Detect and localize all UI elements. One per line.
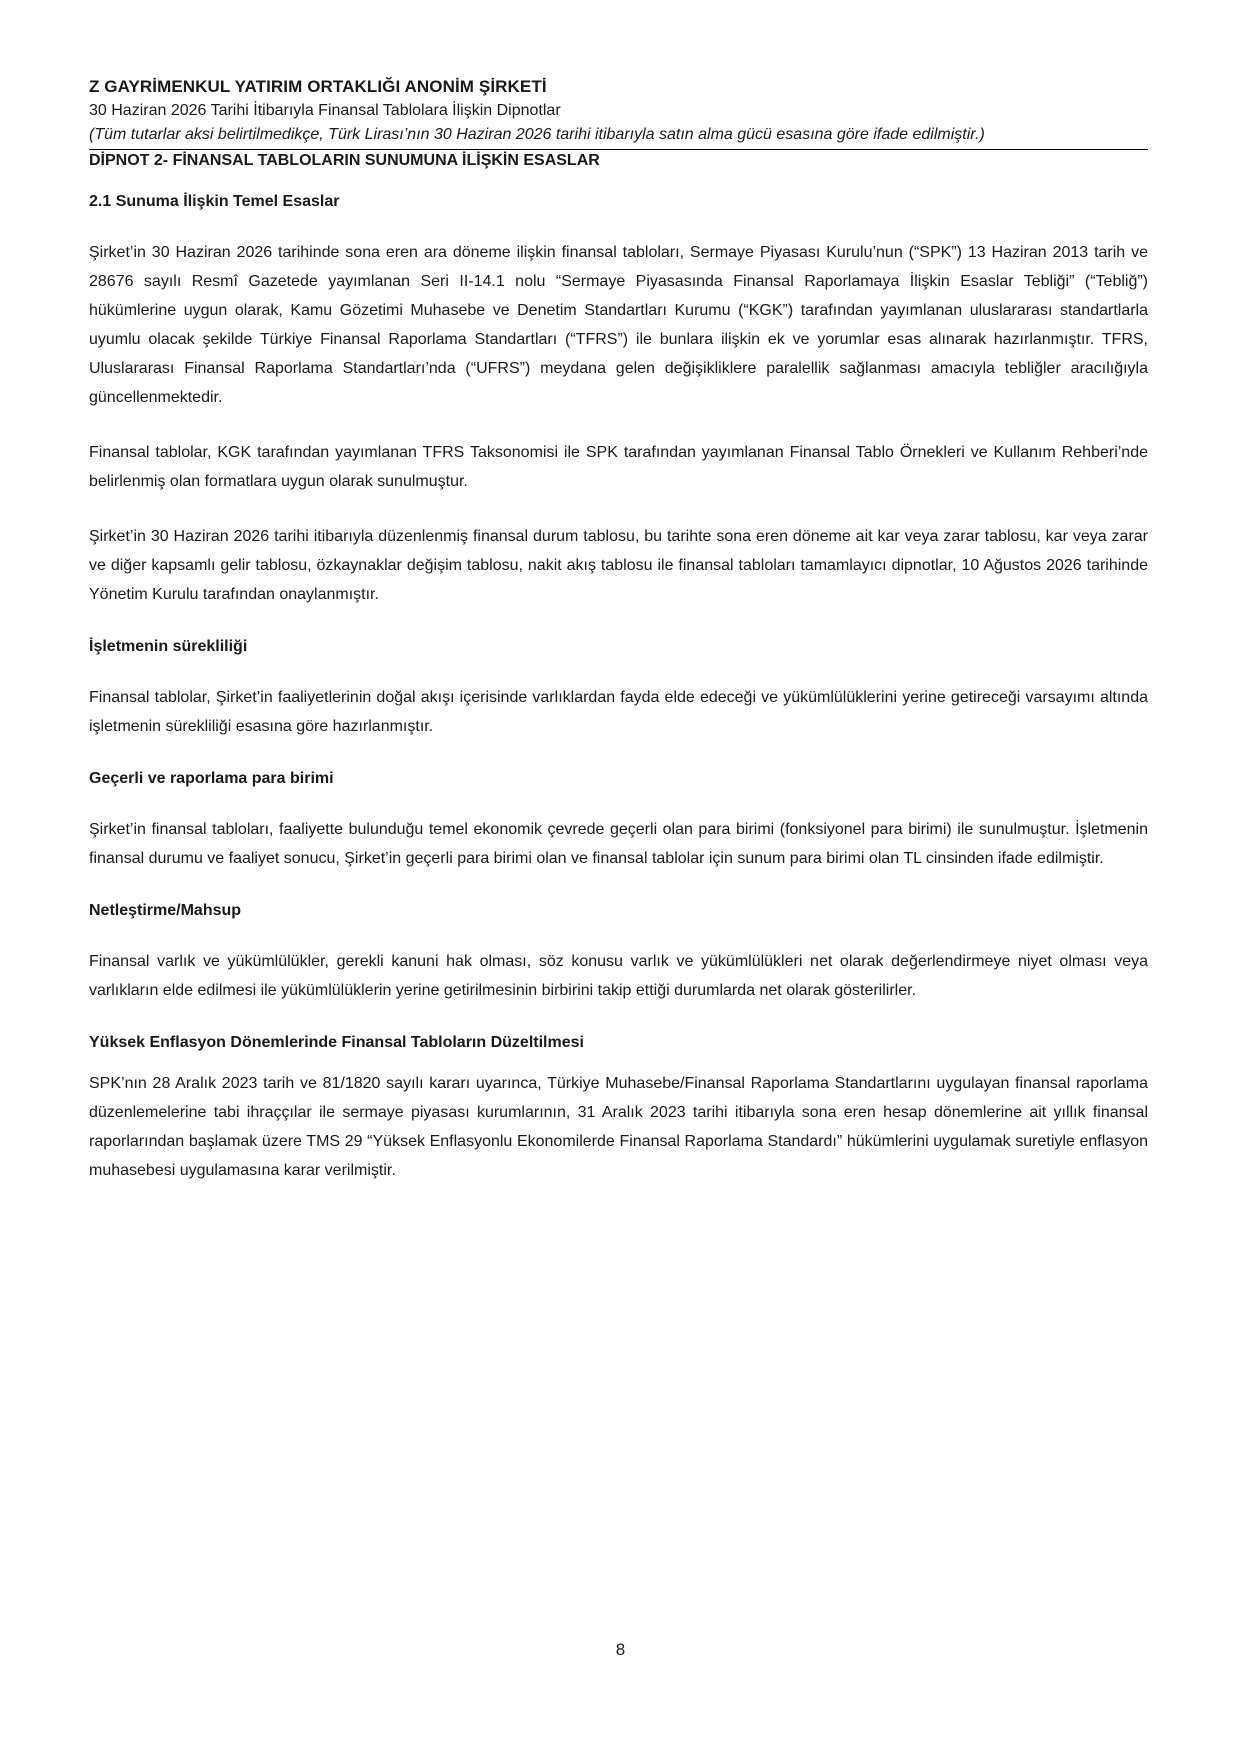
paragraph: Şirket’in 30 Haziran 2026 tarihinde sona eren ara döneme ilişkin finansal tabloları, Sermaye Piyasası Kurulu’nun (“SPK”) 13 Haziran 2013 tarih ve 28676 sayılı Resmî Gazetede yayımlanan Seri II-14.1 nolu “Sermaye Piyasasında Finansal Raporlamaya İlişkin Esaslar Tebliği” (“Tebliğ”) hükümlerine uygun olarak, Kamu Gözetimi Muhasebe ve Denetim Standartları Kurumu (“KGK”) tarafından yayımlanan uluslararası standartlarla uyumlu olacak şekilde Türkiye Finansal Raporlama Standartları (“TFRS”) ile bunlara ilişkin ek ve yorumlar esas alınarak hazırlanmıştır. TFRS, Uluslararası Finansal Raporlama Standartları’nda (“UFRS”) meydana gelen değişikliklere paralellik sağlanması amacıyla tebliğler aracılığıyla güncellenmektedir. bbox=[89, 244, 1148, 406]
paragraph: Finansal varlık ve yükümlülükler, gerekli kanuni hak olması, söz konusu varlık ve yükümlülükleri net olarak değerlendirmeye niyet olması veya varlıkların elde edilmesi ile yükümlülüklerin yerine getirilmesinin birbirini takip ettiği durumlarda net olarak gösterilirler. bbox=[89, 953, 1148, 999]
section-heading: İşletmenin sürekliliği bbox=[89, 638, 248, 655]
paragraph: Şirket’in 30 Haziran 2026 tarihi itibarıyla düzenlenmiş finansal durum tablosu, bu tarihte sona eren döneme ait kar veya zarar tablosu, kar veya zarar ve diğer kapsamlı gelir tablosu, özkaynaklar değişim tablosu, nakit akış tablosu ile finansal tabloları tamamlayıcı dipnotlar, 10 Ağustos 2026 tarihinde Yönetim Kurulu tarafından onaylanmıştır. bbox=[89, 528, 1148, 603]
page-header bbox=[89, 75, 1148, 172]
paragraph: Şirket’in finansal tabloları, faaliyette bulunduğu temel ekonomik çevrede geçerli olan para birimi (fonksiyonel para birimi) ile sunulmuştur. İşletmenin finansal durumu ve faaliyet sonucu, Şirket’in geçerli para birimi olan ve finansal tablolar için sunum para birimi olan TL cinsinden ifade edilmiştir. bbox=[89, 821, 1148, 867]
paragraph: SPK’nın 28 Aralık 2023 tarih ve 81/1820 sayılı kararı uyarınca, Türkiye Muhasebe/Finansal Raporlama Standartlarını uygulayan finansal raporlama düzenlemelerine tabi ihraççılar ile sermaye piyasası kurumlarının, 31 Aralık 2023 tarihi itibarıyla sona eren hesap dönemlerine ait yıllık finansal raporlarından başlamak üzere TMS 29 “Yüksek Enflasyonlu Ekonomilerde Finansal Raporlama Standardı” hükümlerini uygulamak suretiyle enflasyon muhasebesi uygulamasına karar verilmiştir. bbox=[89, 1075, 1148, 1179]
page-number: 8 bbox=[615, 1640, 626, 1659]
section-heading: Netleştirme/Mahsup bbox=[89, 902, 242, 919]
section-heading: 2.1 Sunuma İlişkin Temel Esaslar bbox=[89, 193, 340, 210]
document-subtitle: 30 Haziran 2026 Tarihi İtibarıyla Finansal Tablolara İlişkin Dipnotlar bbox=[89, 102, 561, 119]
section-heading: Geçerli ve raporlama para birimi bbox=[89, 770, 334, 787]
section-heading: Yüksek Enflasyon Dönemlerinde Finansal Tabloların Düzeltilmesi bbox=[89, 1034, 584, 1051]
paragraph: Finansal tablolar, KGK tarafından yayımlanan TFRS Taksonomisi ile SPK tarafından yayımlanan Finansal Tablo Örnekleri ve Kullanım Rehberi’nde belirlenmiş olan formatlara uygun olarak sunulmuştur. bbox=[89, 444, 1148, 490]
document-body bbox=[89, 190, 1148, 1185]
company-name: Z GAYRİMENKUL YATIRIM ORTAKLIĞI ANONİM ŞİRKETİ bbox=[89, 77, 547, 96]
note-section-title: DİPNOT 2- FİNANSAL TABLOLARIN SUNUMUNA İLİŞKİN ESASLAR bbox=[89, 152, 600, 169]
amounts-note: (Tüm tutarlar aksi belirtilmedikçe, Türk Lirası’nın 30 Haziran 2026 tarihi itibarıyla satın alma gücü esasına göre ifade edilmiştir.) bbox=[89, 126, 985, 143]
paragraph: Finansal tablolar, Şirket’in faaliyetlerinin doğal akışı içerisinde varlıklardan fayda elde edeceği ve yükümlülüklerini yerine getireceği varsayımı altında işletmenin sürekliliği esasına göre hazırlanmıştır. bbox=[89, 689, 1148, 735]
